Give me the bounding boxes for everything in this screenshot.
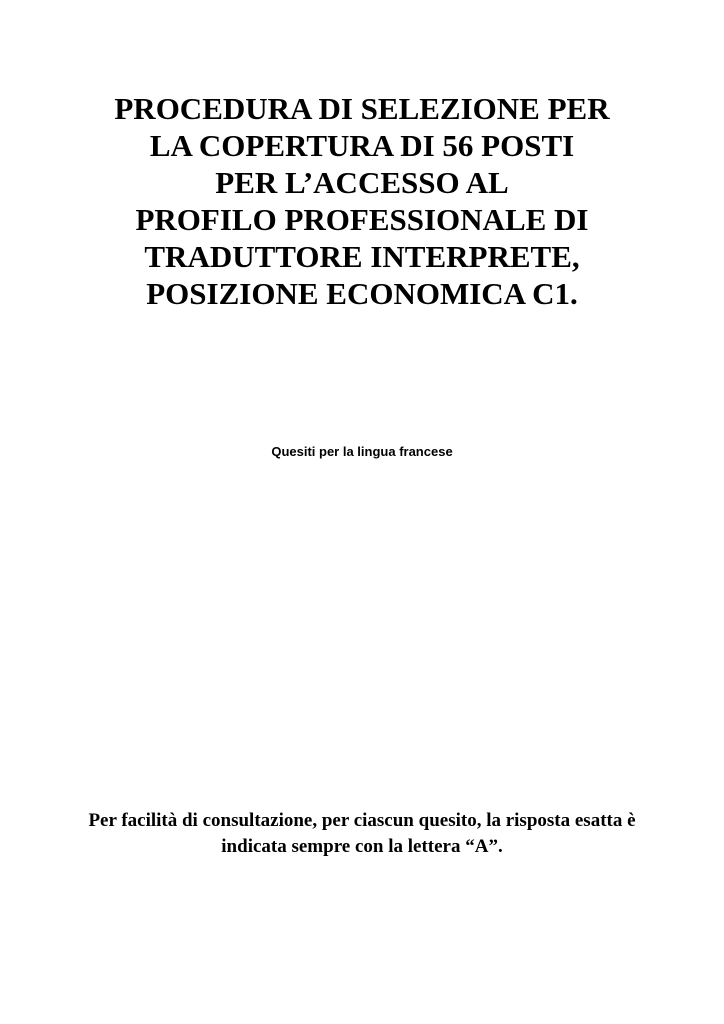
title-line: LA COPERTURA DI 56 POSTI	[149, 128, 575, 163]
title-line: PROFILO PROFESSIONALE DI	[135, 202, 589, 237]
title-line: TRADUTTORE INTERPRETE,	[144, 239, 580, 274]
document-subtitle: Quesiti per la lingua francese	[271, 444, 453, 459]
note-line: indicata sempre con la lettera “A”.	[221, 836, 503, 857]
document-title	[0, 90, 724, 312]
title-line: POSIZIONE ECONOMICA C1.	[146, 276, 578, 311]
title-line: PER L’ACCESSO AL	[215, 165, 509, 200]
consultation-note	[0, 808, 724, 860]
note-line: Per facilità di consultazione, per ciascun quesito, la risposta esatta è	[88, 810, 636, 831]
title-line: PROCEDURA DI SELEZIONE PER	[114, 91, 610, 126]
